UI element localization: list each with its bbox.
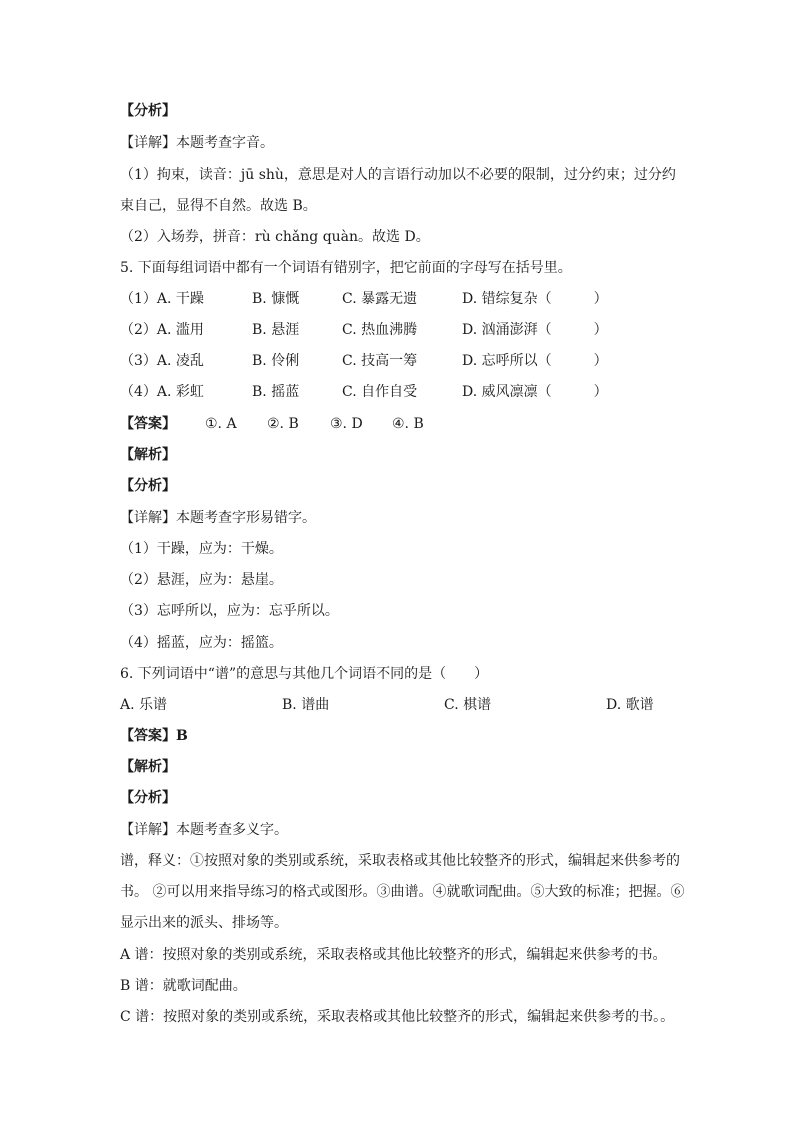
text-line: 谱，释义：①按照对象的类别或系统，采取表格或其他比较整齐的形式，编辑起来供参考的 <box>120 853 680 869</box>
answer-item: ①. A <box>205 416 237 432</box>
option: C. 暴露无遗 <box>342 291 418 307</box>
option: B. 摇蓝 <box>252 384 300 400</box>
option: C. 自作自受 <box>342 384 418 400</box>
option: D. 威风凛凛（ ） <box>462 384 608 400</box>
option: （1）A. 干躁 <box>120 291 204 307</box>
option: B. 悬涯 <box>252 322 300 338</box>
text-line: A 谱：按照对象的类别或系统，采取表格或其他比较整齐的形式，编辑起来供参考的书。 <box>120 947 667 963</box>
option: B. 谱曲 <box>282 697 330 713</box>
answer-item: ③. D <box>330 416 363 432</box>
answer-item: ②. B <box>267 416 299 432</box>
tag-analysis: 【分析】 <box>120 790 176 806</box>
option: C. 热血沸腾 <box>342 322 418 338</box>
text-line: （2）入场券，拼音：rù chǎng quàn。故选 D。 <box>120 229 430 245</box>
text-line: B 谱：就歌词配曲。 <box>120 978 247 994</box>
option: D. 忘呼所以（ ） <box>462 353 608 369</box>
detail-line: 【详解】本题考查多义字。 <box>120 822 288 838</box>
tag-jiexi: 【解析】 <box>120 759 176 775</box>
detail-line: 【详解】本题考查字形易错字。 <box>120 510 316 526</box>
text-line: 显示出来的派头、排场等。 <box>120 915 288 931</box>
option: D. 汹涌澎湃（ ） <box>462 322 608 338</box>
text-line: 书。 ②可以用来指导练习的格式或图形。③曲谱。④就歌词配曲。⑤大致的标准；把握。⑥ <box>120 884 685 900</box>
option: A. 乐谱 <box>120 697 168 713</box>
text-line: （3）忘呼所以，应为：忘乎所以。 <box>120 603 339 619</box>
text-line: 束自己，显得不自然。故选 B。 <box>120 198 317 214</box>
text-line: （1）拘束，读音：jū shù，意思是对人的言语行动加以不必要的限制，过分约束；过分约 <box>120 167 676 183</box>
option: （4）A. 彩虹 <box>120 384 204 400</box>
answer-item: ④. B <box>392 416 424 432</box>
option: D. 歌谱 <box>606 697 654 713</box>
option: D. 错综复杂（ ） <box>462 291 608 307</box>
option: （2）A. 滥用 <box>120 322 204 338</box>
tag-jiexi: 【解析】 <box>120 447 176 463</box>
option: B. 伶俐 <box>252 353 300 369</box>
tag-analysis: 【分析】 <box>120 103 176 119</box>
option: C. 技高一筹 <box>342 353 418 369</box>
text-line: （2）悬涯，应为：悬崖。 <box>120 572 283 588</box>
option: （3）A. 凌乱 <box>120 353 204 369</box>
text-line: （4）摇蓝，应为：摇篮。 <box>120 635 283 651</box>
text-line: C 谱：按照对象的类别或系统，采取表格或其他比较整齐的形式，编辑起来供参考的书。。 <box>120 1009 675 1025</box>
detail-line: 【详解】本题考查字音。 <box>120 135 274 151</box>
option: B. 慷慨 <box>252 291 300 307</box>
question-6-stem: 6. 下列词语中“谱”的意思与其他几个词语不同的是（ ） <box>120 666 489 682</box>
tag-answer: 【答案】B <box>120 728 188 744</box>
option: C. 棋谱 <box>444 697 492 713</box>
text-line: （1）干躁，应为：干燥。 <box>120 541 283 557</box>
tag-analysis: 【分析】 <box>120 478 176 494</box>
tag-answer: 【答案】 <box>120 416 176 432</box>
question-5-stem: 5. 下面每组词语中都有一个词语有错别字，把它前面的字母写在括号里。 <box>120 260 572 276</box>
